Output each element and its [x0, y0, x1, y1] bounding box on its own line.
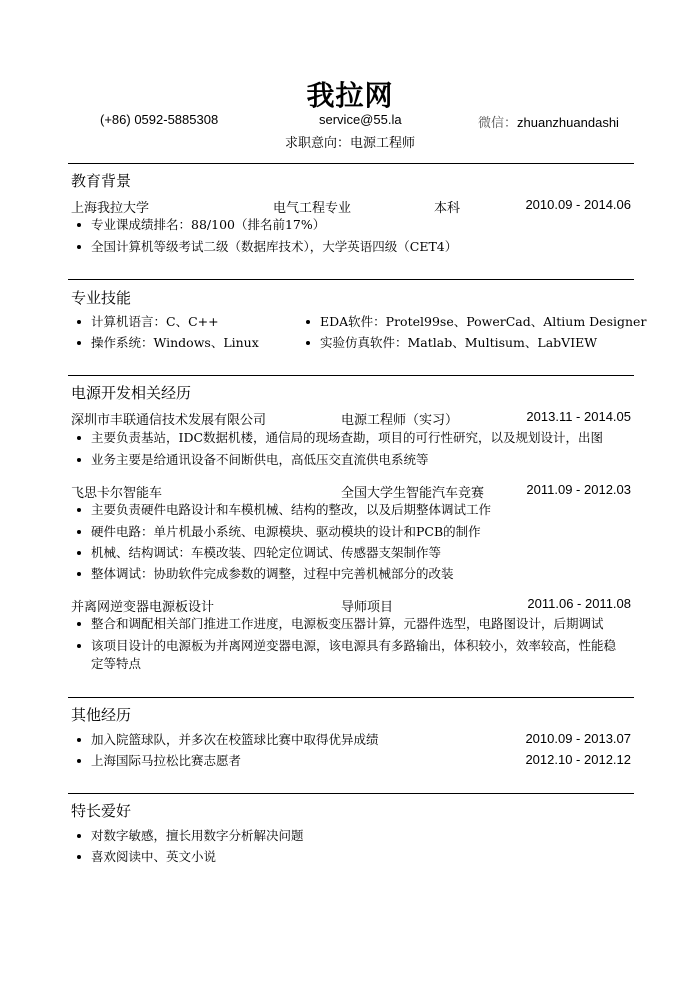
experience-date: 2013.11 - 2014.05: [526, 409, 631, 424]
organization: 飞思卡尔智能车: [71, 486, 163, 501]
contact-phone: (+86) 0592-5885308: [100, 112, 219, 127]
other-date: 2012.10 - 2012.12: [525, 752, 631, 767]
education-date: 2010.09 - 2014.06: [525, 197, 631, 212]
bullet-icon: [77, 572, 81, 576]
organization: 并离网逆变器电源板设计: [71, 600, 215, 615]
bullet-icon: [77, 223, 81, 227]
bullet-icon: [77, 855, 81, 859]
section-title-education: 教育背景: [71, 172, 132, 190]
bullet-icon: [77, 834, 81, 838]
section-title-experience: 电源开发相关经历: [71, 384, 192, 402]
role: 导师项目: [341, 600, 394, 615]
bullet-icon: [77, 644, 81, 648]
section-title-other: 其他经历: [71, 706, 132, 724]
experience-row: [71, 409, 631, 427]
section-divider: [68, 163, 634, 164]
bullet-icon: [306, 320, 310, 324]
bullet-icon: [77, 320, 81, 324]
experience-row: [71, 482, 631, 500]
bullet-icon: [77, 508, 81, 512]
organization: 深圳市丰联通信技术发展有限公司: [71, 413, 267, 428]
bullet-icon: [77, 245, 81, 249]
wechat-label: 微信：: [478, 116, 518, 131]
role: 全国大学生智能汽车竞赛: [341, 486, 485, 501]
bullet-icon: [77, 759, 81, 763]
experience-date: 2011.09 - 2012.03: [526, 482, 631, 497]
major: 电气工程专业: [273, 201, 352, 216]
resume-name: 我拉网: [306, 79, 394, 112]
experience-row: [71, 596, 631, 614]
bullet-icon: [77, 436, 81, 440]
bullet-icon: [77, 622, 81, 626]
contact-email: service@55.la: [319, 112, 402, 127]
section-divider: [68, 279, 634, 280]
wechat-id: zhuanzhuandashi: [517, 115, 619, 130]
section-divider: [68, 793, 634, 794]
degree: 本科: [434, 201, 461, 216]
job-objective: 求职意向：电源工程师: [284, 136, 415, 151]
experience-date: 2011.06 - 2011.08: [527, 596, 631, 611]
role: 电源工程师（实习）: [341, 413, 459, 428]
bullet-icon: [77, 530, 81, 534]
bullet-icon: [77, 458, 81, 462]
education-row: [71, 197, 631, 215]
section-title-hobbies: 特长爱好: [71, 802, 132, 820]
bullet-icon: [77, 551, 81, 555]
contact-wechat: [478, 112, 619, 131]
school-name: 上海我拉大学: [71, 201, 150, 216]
section-title-skills: 专业技能: [71, 289, 132, 307]
bullet-icon: [77, 738, 81, 742]
section-divider: [68, 697, 634, 698]
other-date: 2010.09 - 2013.07: [525, 731, 631, 746]
bullet-icon: [306, 341, 310, 345]
bullet-icon: [77, 341, 81, 345]
section-divider: [68, 375, 634, 376]
